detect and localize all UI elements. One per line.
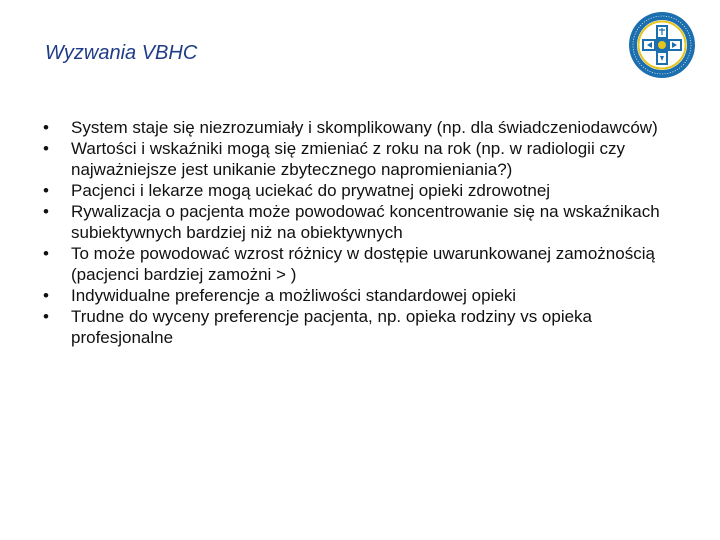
bullet-list: [40, 117, 680, 348]
bullet-text: Pacjenci i lekarze mogą uciekać do prywatnej opieki zdrowotnej: [71, 181, 551, 200]
bullet-text: To może powodować wzrost różnicy w dostępie uwarunkowanej zamożnością (pacjenci bardziej zamożni > ): [71, 244, 655, 284]
bullet-text: Wartości i wskaźniki mogą się zmieniać z roku na rok (np. w radiologii czy najważniejsze jest unikanie zbytecznego napromieniania?): [71, 139, 625, 179]
bullet-text: Trudne do wyceny preferencje pacjenta, np. opieka rodziny vs opieka profesjonalne: [71, 307, 593, 347]
bullet-item: [40, 117, 680, 138]
bullet-text: System staje się niezrozumiały i skomplikowany (np. dla świadczeniodawców): [71, 118, 658, 137]
bullet-item: [40, 243, 680, 285]
bullet-item: [40, 180, 680, 201]
agency-seal-icon: [628, 11, 696, 79]
bullet-marker: •: [43, 286, 49, 305]
bullet-marker: •: [43, 244, 49, 263]
bullet-marker: •: [43, 181, 49, 200]
bullet-item: [40, 138, 680, 180]
bullet-marker: •: [43, 307, 49, 326]
bullet-item: [40, 306, 680, 348]
agency-seal-graphic: [628, 11, 696, 79]
bullet-text: Indywidualne preferencje a możliwości standardowej opieki: [71, 286, 517, 305]
bullet-marker: •: [43, 139, 49, 158]
bullet-item: [40, 285, 680, 306]
bullet-text: Rywalizacja o pacjenta może powodować koncentrowanie się na wskaźnikach subiektywnych bardziej niż na obiektywnych: [71, 202, 660, 242]
bullet-item: [40, 201, 680, 243]
slide-title: Wyzwania VBHC: [45, 42, 198, 64]
bullet-marker: •: [43, 202, 49, 221]
bullet-marker: •: [43, 118, 49, 137]
